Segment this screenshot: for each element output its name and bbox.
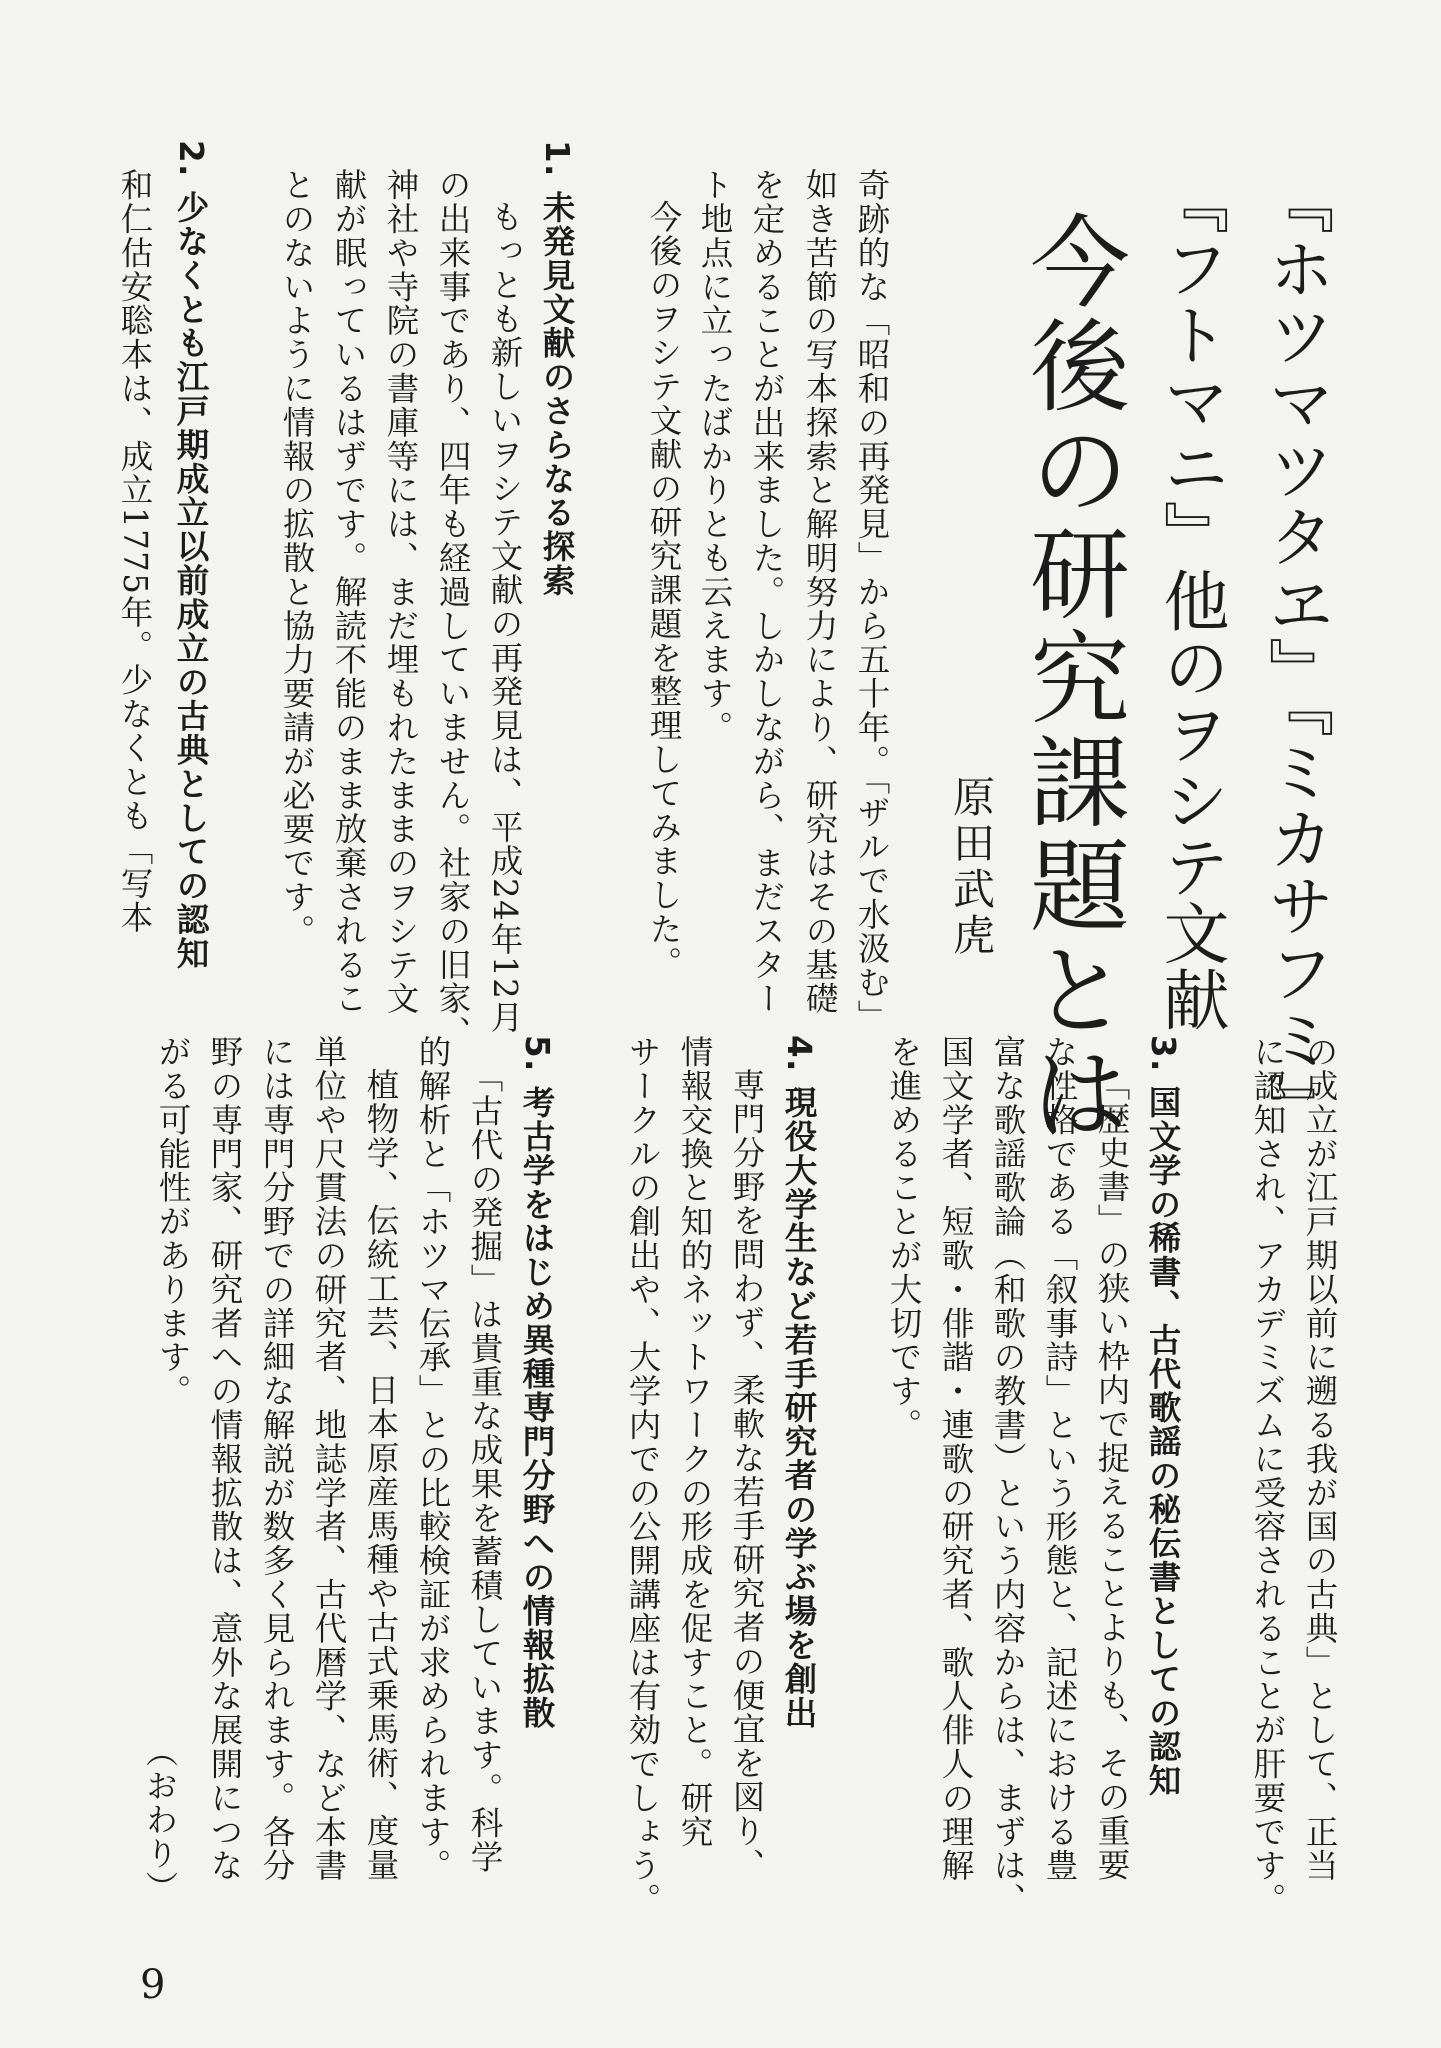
intro-col-4: ト地点に立ったばかりとも云えます。 <box>696 168 734 745</box>
author-name: 原田武虎 <box>947 775 996 959</box>
section-5-heading: 5. 考古学をはじめ異種専門分野への情報拡散 <box>518 1035 556 1730</box>
section-3-col-1: 「歴史書」の狭い枠内で捉えることよりも、その重要 <box>1093 1068 1131 1882</box>
section-1-heading: 1. 未発見文献のさらなる探索 <box>538 140 576 598</box>
section-5-col-4: 単位や尺貫法の研究者、地誌学者、古代暦学、など本書 <box>310 1035 348 1883</box>
section-1-col-5: とのないように情報の拡散と協力要請が必要です。 <box>278 168 316 948</box>
section-1-col-4: 献が眠っているはずです。解読不能のまま放棄されるこ <box>330 168 368 1016</box>
section-3-heading: 3. 国文学の稀書、古代歌謡の秘伝書としての認知 <box>1144 1035 1182 1798</box>
section-5-col-1: 「古代の発掘」は貴重な成果を蓄積しています。科学 <box>466 1060 504 1874</box>
section-5-col-3: 植物学、伝統工芸、日本原産馬種や古式乗馬術、度量 <box>362 1068 400 1882</box>
section-2-heading: 2. 少なくとも江戸期成立以前成立の古典としての認知 <box>172 140 210 971</box>
section-1-col-2: の出来事であり、四年も経過していません。社家の旧家、 <box>434 168 472 1050</box>
title-line-2: 『フトマニ』他のヲシテ文献 <box>1152 168 1229 1033</box>
section-1-col-1: もっとも新しいヲシテ文献の再発見は、平成24年12月 <box>486 200 524 1035</box>
section-5-col-2: 的解析と「ホツマ伝承」との比較検証が求められます。 <box>414 1035 452 1883</box>
section-3-col-3: 富な歌謡歌論（和歌の教書）という内容からは、まずは、 <box>989 1035 1027 1917</box>
intro-col-1: 奇跡的な「昭和の再発見」から五十年。「ザルで水汲む」 <box>853 168 891 1034</box>
section-5-col-6: 野の専門家、研究者への情報拡散は、意外な展開につな <box>206 1035 244 1883</box>
section-3-col-4: 国文学者、短歌・俳諧・連歌の研究者、歌人俳人の理解 <box>937 1035 975 1883</box>
section-3-col-5: を進めることが大切です。 <box>885 1035 923 1442</box>
section-4-col-1: 専門分野を問わず、柔軟な若手研究者の便宜を図り、 <box>728 1068 766 1882</box>
intro-col-5: 今後のヲシテ文献の研究課題を整理してみました。 <box>645 200 683 980</box>
section-5-col-7: がる可能性があります。 <box>154 1035 192 1408</box>
title-line-3: 今後の研究課題とは <box>1013 210 1130 1146</box>
page-number: 9 <box>140 1962 166 2008</box>
intro-col-2: 如き苦節の写本探索と解明努力により、研究はその基礎 <box>801 168 839 1016</box>
section-4-heading: 4. 現役大学生など若手研究者の学ぶ場を創出 <box>780 1035 818 1730</box>
section-2-cont-col-2: に認知され、アカデミズムに受容されることが肝要です。 <box>1249 1035 1287 1917</box>
end-mark: （おわり） <box>141 1735 179 1905</box>
section-2-col-1: 和仁估安聡本は、成立1775年。少なくとも「写本 <box>116 168 154 935</box>
title-line-1: 『ホツマツタヱ』『ミカサフミ』 <box>1257 168 1334 1140</box>
section-3-col-2: な性格である「叙事詩」という形態と、記述における豊 <box>1041 1035 1079 1883</box>
section-2-cont-col-1: の成立が江戸期以前に遡る我が国の古典」として、正当 <box>1301 1035 1339 1883</box>
section-4-col-2: 情報交換と知的ネットワークの形成を促すこと。研究 <box>676 1035 714 1849</box>
section-4-col-3: サークルの創出や、大学内での公開講座は有効でしょう。 <box>624 1035 662 1917</box>
section-5-col-5: には専門分野での詳細な解説が数多く見られます。各分 <box>258 1035 296 1883</box>
intro-col-3: を定めることが出来ました。しかしながら、まだスター <box>748 168 786 1016</box>
section-1-col-3: 神社や寺院の書庫等には、まだ埋もれたままのヲシテ文 <box>382 168 420 1016</box>
